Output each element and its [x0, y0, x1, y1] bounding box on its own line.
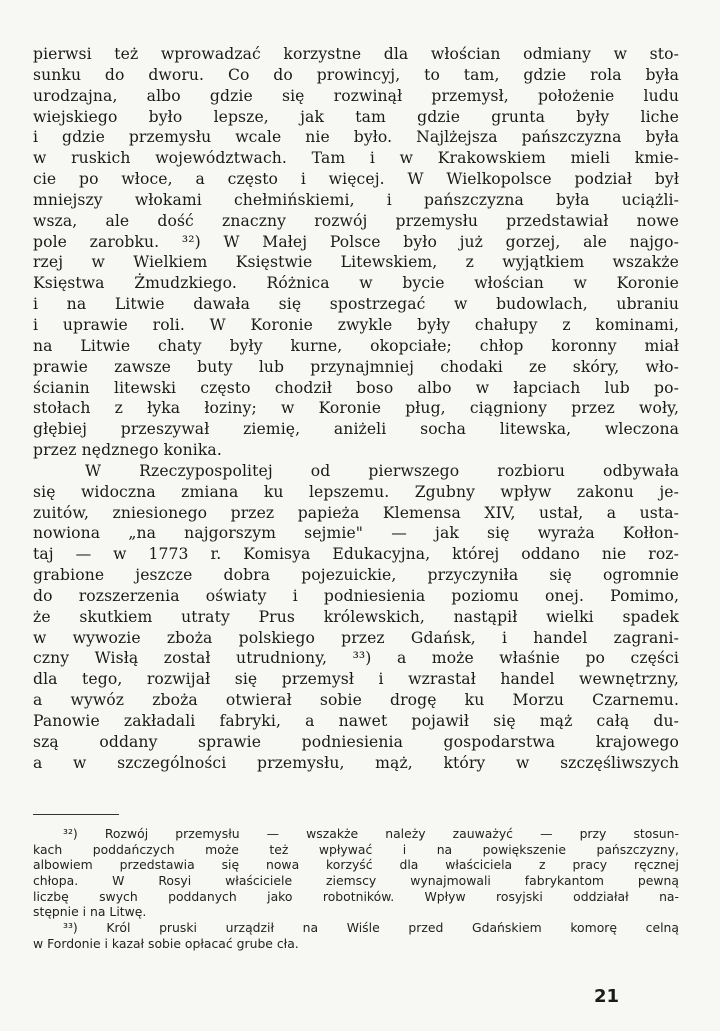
- footnote-line: kach poddańczych może też wpływać i na powiększenie pańszczyzny,: [33, 841, 679, 857]
- text-line: urodzajna, albo gdzie się rozwinął przemysł, położenie ludu: [33, 86, 679, 105]
- footnote-line: stępnie i na Litwę.: [33, 904, 147, 920]
- text-line: rzej w Wielkiem Księstwie Litewskiem, z wyjątkiem wszakże: [33, 253, 679, 272]
- text-line: taj — w 1773 r. Komisya Edukacyjna, której oddano nie roz-: [33, 545, 679, 564]
- footnotes-block: [33, 826, 679, 952]
- text-line: głębiej przeszywał ziemię, aniżeli socha litewska, wleczona: [33, 420, 679, 439]
- page-number: 21: [594, 986, 620, 1007]
- text-line: Panowie zakładali fabryki, a nawet pojawił się mąż całą du-: [33, 712, 679, 730]
- footnote-line: liczbę swych poddanych jako robotników. Wpływ rosyjski oddziałał na-: [33, 888, 679, 904]
- footnote-line: ³³) Król pruski urządził na Wiśle przed Gdańskiem komorę celną: [63, 920, 679, 936]
- text-line: pierwsi też wprowadzać korzystne dla włościan odmiany w sto-: [33, 45, 679, 63]
- text-line: a w szczególności przemysłu, mąż, który w szczęśliwszych: [33, 753, 679, 772]
- text-line: grabione jeszcze dobra pojezuickie, przyczyniła się ogromnie: [33, 566, 679, 585]
- text-line: dla tego, rozwijał się przemysł i wzrastał handel wewnętrzny,: [33, 670, 679, 689]
- text-line: mniejszy włokami chełmińskiemi, i pańszczyzna była uciążli-: [33, 190, 679, 209]
- text-line: i gdzie przemysłu wcale nie było. Najlżejsza pańszczyzna była: [33, 128, 679, 147]
- text-line: Księstwa Żmudzkiego. Różnica w bycie włościan w Koronie: [33, 274, 679, 293]
- text-line: na Litwie chaty były kurne, okopciałe; chłop koronny miał: [33, 336, 679, 355]
- text-line: zuitów, zniesionego przez papieża Klemensa XIV, ustał, a usta-: [33, 503, 679, 522]
- footnote-line: albowiem przedstawia się nowa korzyść dla właściciela z pracy ręcznej: [33, 857, 679, 873]
- text-line: ścianin litewski często chodził boso albo w łapciach lub po-: [33, 378, 679, 397]
- text-line: szą oddany sprawie podniesienia gospodarstwa krajowego: [33, 732, 679, 751]
- text-line: do rozszerzenia oświaty i podniesienia poziomu onej. Pomimo,: [33, 586, 679, 605]
- footnote-line: w Fordonie i kazał sobie opłacać grube cła.: [33, 935, 299, 951]
- text-line: W Rzeczypospolitej od pierwszego rozbioru odbywała: [85, 461, 679, 480]
- text-line: wiejskiego było lepsze, jak tam gdzie grunta były liche: [33, 107, 679, 126]
- text-line: cie po włoce, a często i więcej. W Wielkopolsce podział był: [33, 170, 679, 189]
- text-line: się widoczna zmiana ku lepszemu. Zgubny wpływ zakonu je-: [33, 482, 679, 501]
- text-line: stołach z łyka łoziny; w Koronie pług, ciągniony przez woły,: [33, 399, 679, 418]
- text-line: a wywóz zboża otwierał sobie drogę ku Morzu Czarnemu.: [33, 691, 679, 710]
- text-line: prawie zawsze buty lub przynajmniej chodaki ze skóry, wło-: [33, 357, 679, 376]
- text-line: sunku do dworu. Co do prowincyj, to tam, gdzie rola była: [33, 65, 679, 84]
- text-line: pole zarobku. ³²) W Małej Polsce było już gorzej, ale najgo-: [33, 232, 679, 251]
- text-line: i uprawie roli. W Koronie zwykle były chałupy z kominami,: [33, 315, 679, 334]
- text-line: w ruskich województwach. Tam i w Krakowskiem mieli kmie-: [33, 149, 679, 168]
- footnote-line: chłopa. W Rosyi właściciele ziemscy wynajmowali fabrykantom pewną: [33, 873, 679, 889]
- text-line: i na Litwie dawała się spostrzegać w budowlach, ubraniu: [33, 295, 679, 314]
- text-line: nowiona „na najgorszym sejmie" — jak się wyraża Kołłon-: [33, 524, 679, 543]
- main-text-block: [33, 44, 679, 774]
- text-line: wsza, ale dość znaczny rozwój przemysłu przedstawiał nowe: [33, 211, 679, 230]
- footnote-divider: [33, 814, 119, 815]
- text-line: przez nędznego konika.: [33, 441, 222, 460]
- text-line: w wywozie zboża polskiego przez Gdańsk, i handel zagrani-: [33, 628, 679, 647]
- footnote-line: ³²) Rozwój przemysłu — wszakże należy zauważyć — przy stosun-: [63, 826, 679, 841]
- text-line: że skutkiem utraty Prus królewskich, nastąpił wielki spadek: [33, 607, 679, 626]
- text-line: czny Wisłą został utrudniony, ³³) a może właśnie po części: [33, 649, 679, 668]
